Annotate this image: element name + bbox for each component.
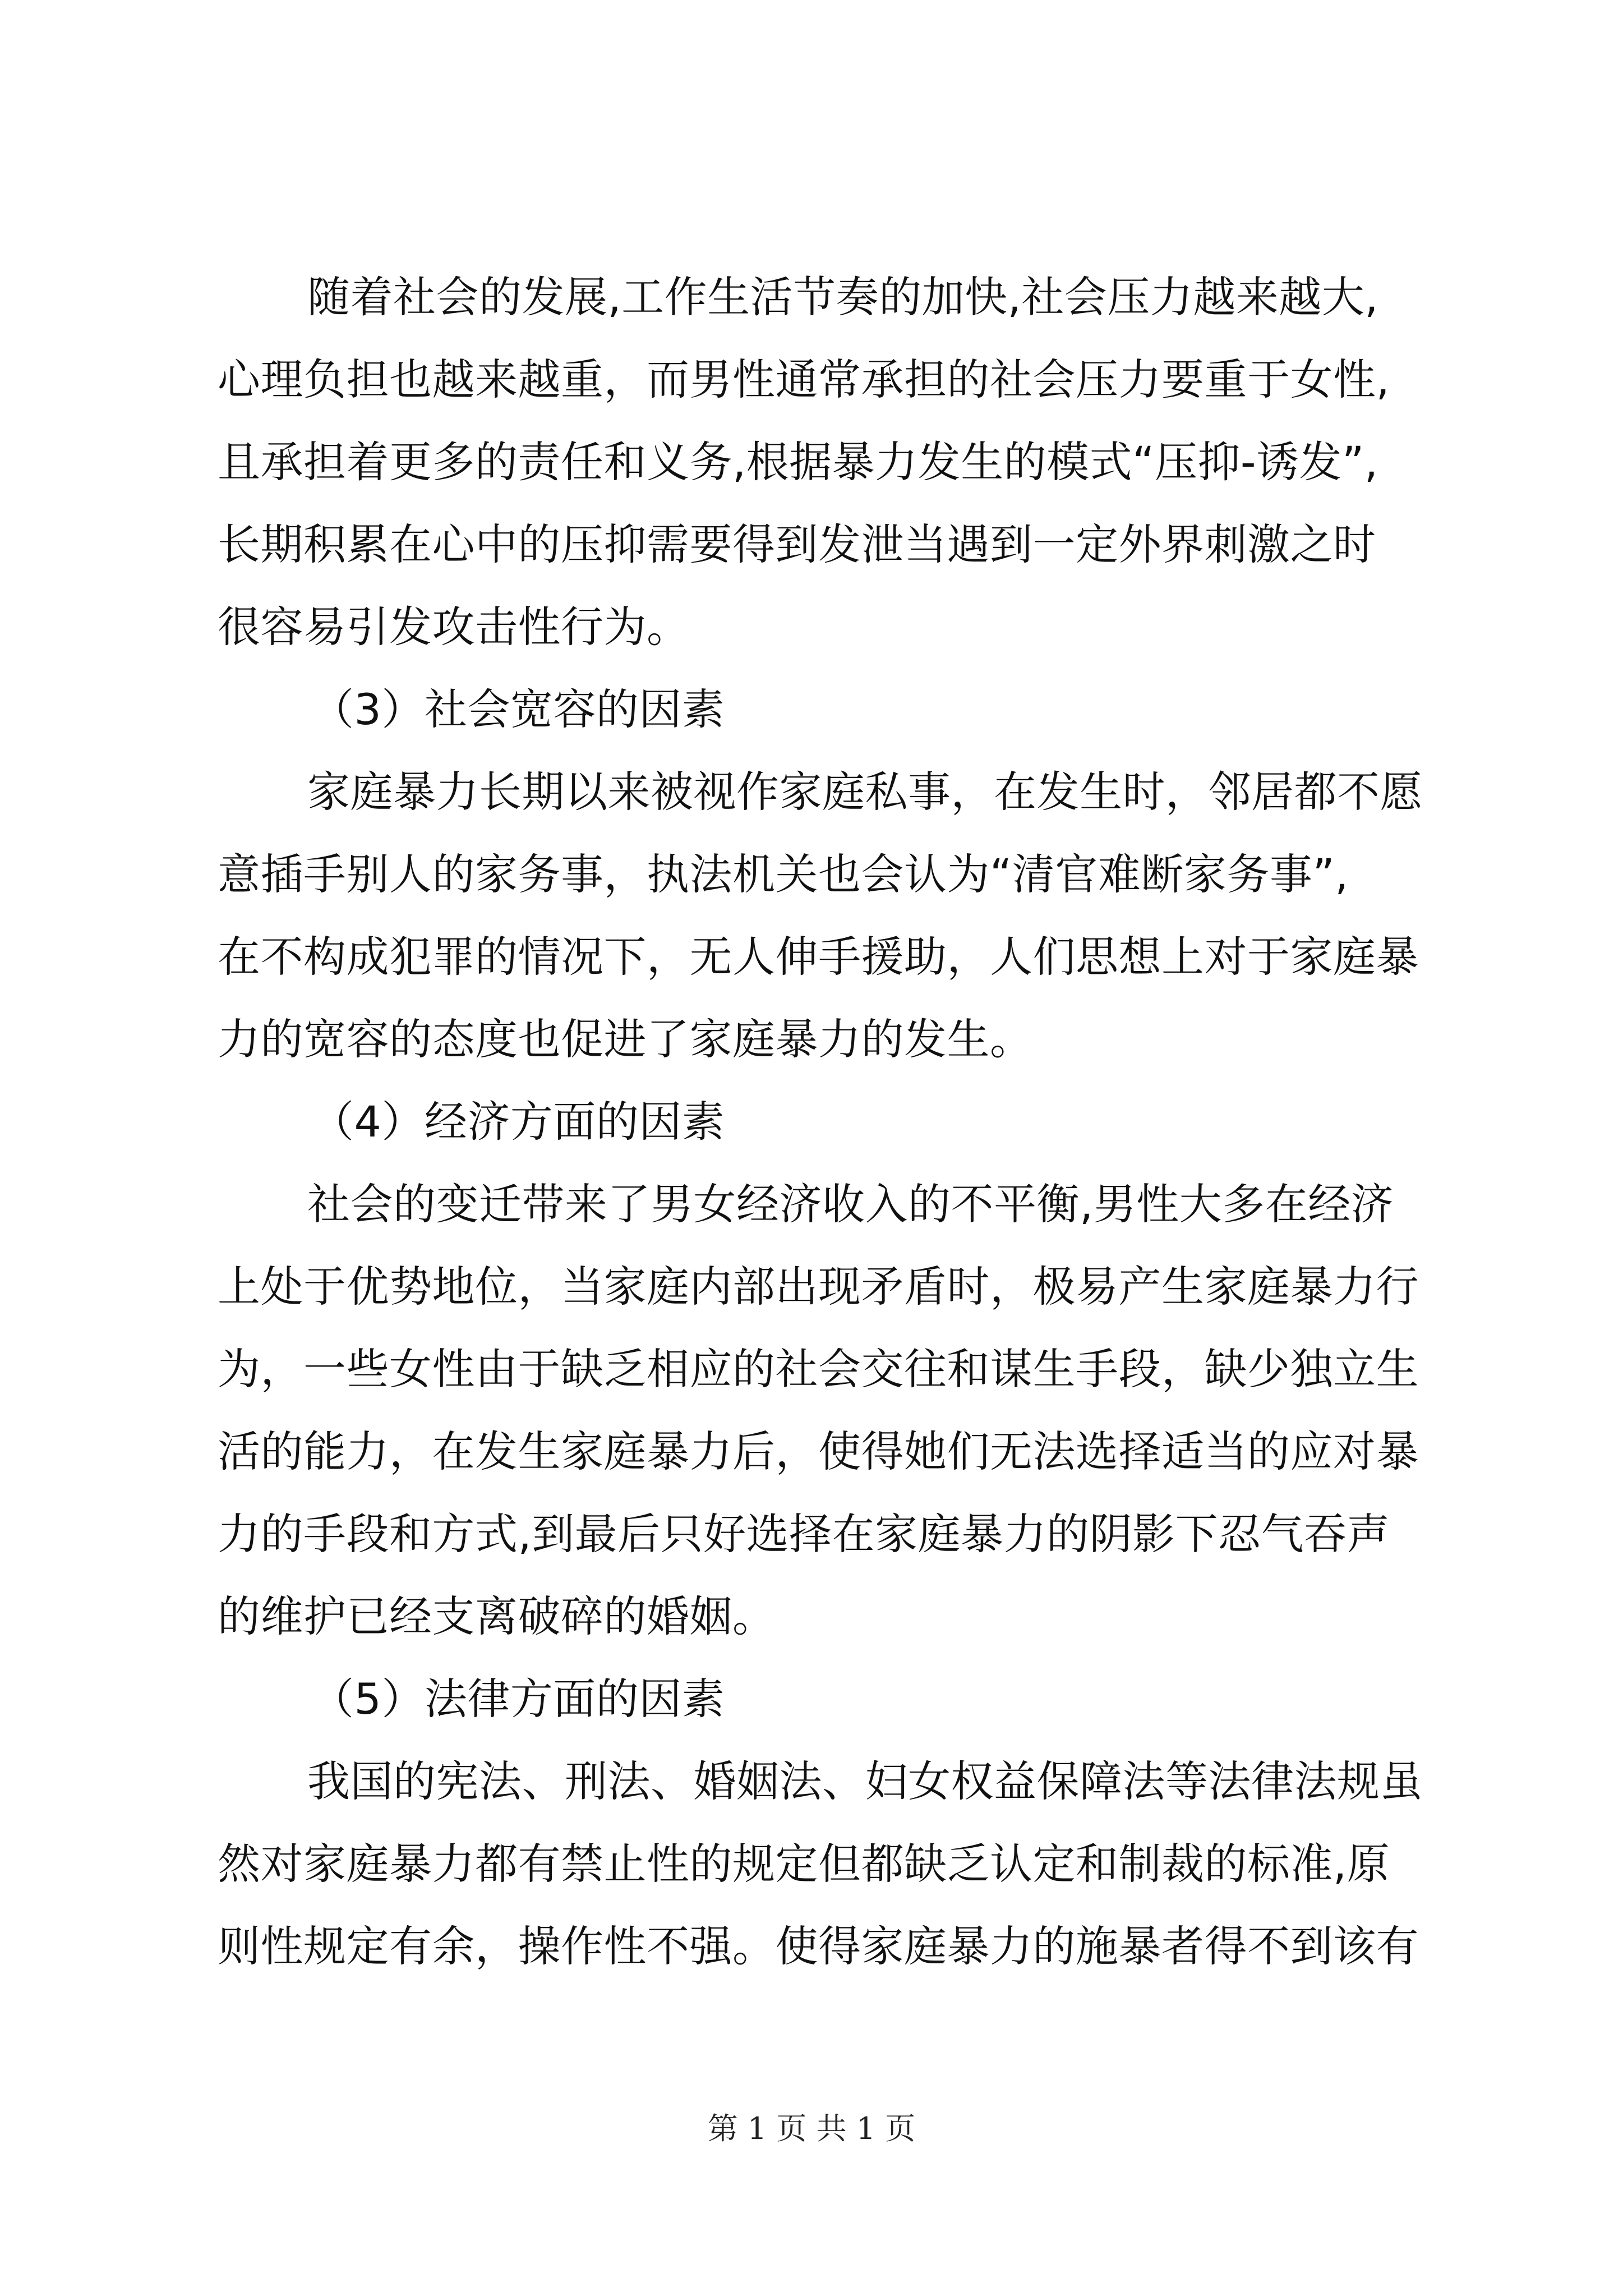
paragraph-line: 则性规定有余，操作性不强。使得家庭暴力的施暴者得不到该有 bbox=[218, 1921, 1419, 1971]
paragraph-line: 我国的宪法、刑法、婚姻法、妇女权益保障法等法律法规虽 bbox=[307, 1756, 1423, 1806]
paragraph-line: 长期积累在心中的压抑需要得到发泄当遇到一定外界刺激之时 bbox=[218, 519, 1376, 569]
paragraph-line: 活的能力，在发生家庭暴力后，使得她们无法选择适当的应对暴 bbox=[218, 1427, 1419, 1476]
paragraph-line: 且承担着更多的责任和义务,根据暴力发生的模式“压抑-诱发”, bbox=[218, 437, 1378, 487]
page-number-footer: 第 1 页 共 1 页 bbox=[707, 2111, 916, 2146]
paragraph-line: 很容易引发攻击性行为。 bbox=[218, 602, 690, 652]
paragraph-line: 然对家庭暴力都有禁止性的规定但都缺乏认定和制裁的标准,原 bbox=[218, 1839, 1390, 1889]
section-heading: （5）法律方面的因素 bbox=[311, 1674, 725, 1724]
paragraph-line: 的维护已经支离破碎的婚姻。 bbox=[218, 1591, 776, 1641]
paragraph-line: 力的手段和方式,到最后只好选择在家庭暴力的阴影下忍气吞声 bbox=[218, 1509, 1390, 1559]
paragraph-line: 社会的变迁带来了男女经济收入的不平衡,男性大多在经济 bbox=[307, 1179, 1394, 1229]
paragraph-line: 为，一些女性由于缺乏相应的社会交往和谋生手段，缺少独立生 bbox=[218, 1344, 1419, 1394]
paragraph-line: 意插手别人的家务事，执法机关也会认为“清官难断家务事”, bbox=[218, 849, 1349, 899]
paragraph-line: 力的宽容的态度也促进了家庭暴力的发生。 bbox=[218, 1014, 1033, 1064]
paragraph-line: 家庭暴力长期以来被视作家庭私事，在发生时，邻居都不愿 bbox=[307, 767, 1423, 817]
paragraph-line: 心理负担也越来越重，而男性通常承担的社会压力要重于女性, bbox=[218, 355, 1390, 404]
paragraph-line: 在不构成犯罪的情况下，无人伸手援助，人们思想上对于家庭暴 bbox=[218, 932, 1419, 982]
section-heading: （4）经济方面的因素 bbox=[311, 1097, 725, 1147]
paragraph-line: 上处于优势地位，当家庭内部出现矛盾时，极易产生家庭暴力行 bbox=[218, 1262, 1419, 1312]
section-heading: （3）社会宽容的因素 bbox=[311, 684, 725, 734]
paragraph-line: 随着社会的发展,工作生活节奏的加快,社会压力越来越大, bbox=[307, 272, 1378, 322]
